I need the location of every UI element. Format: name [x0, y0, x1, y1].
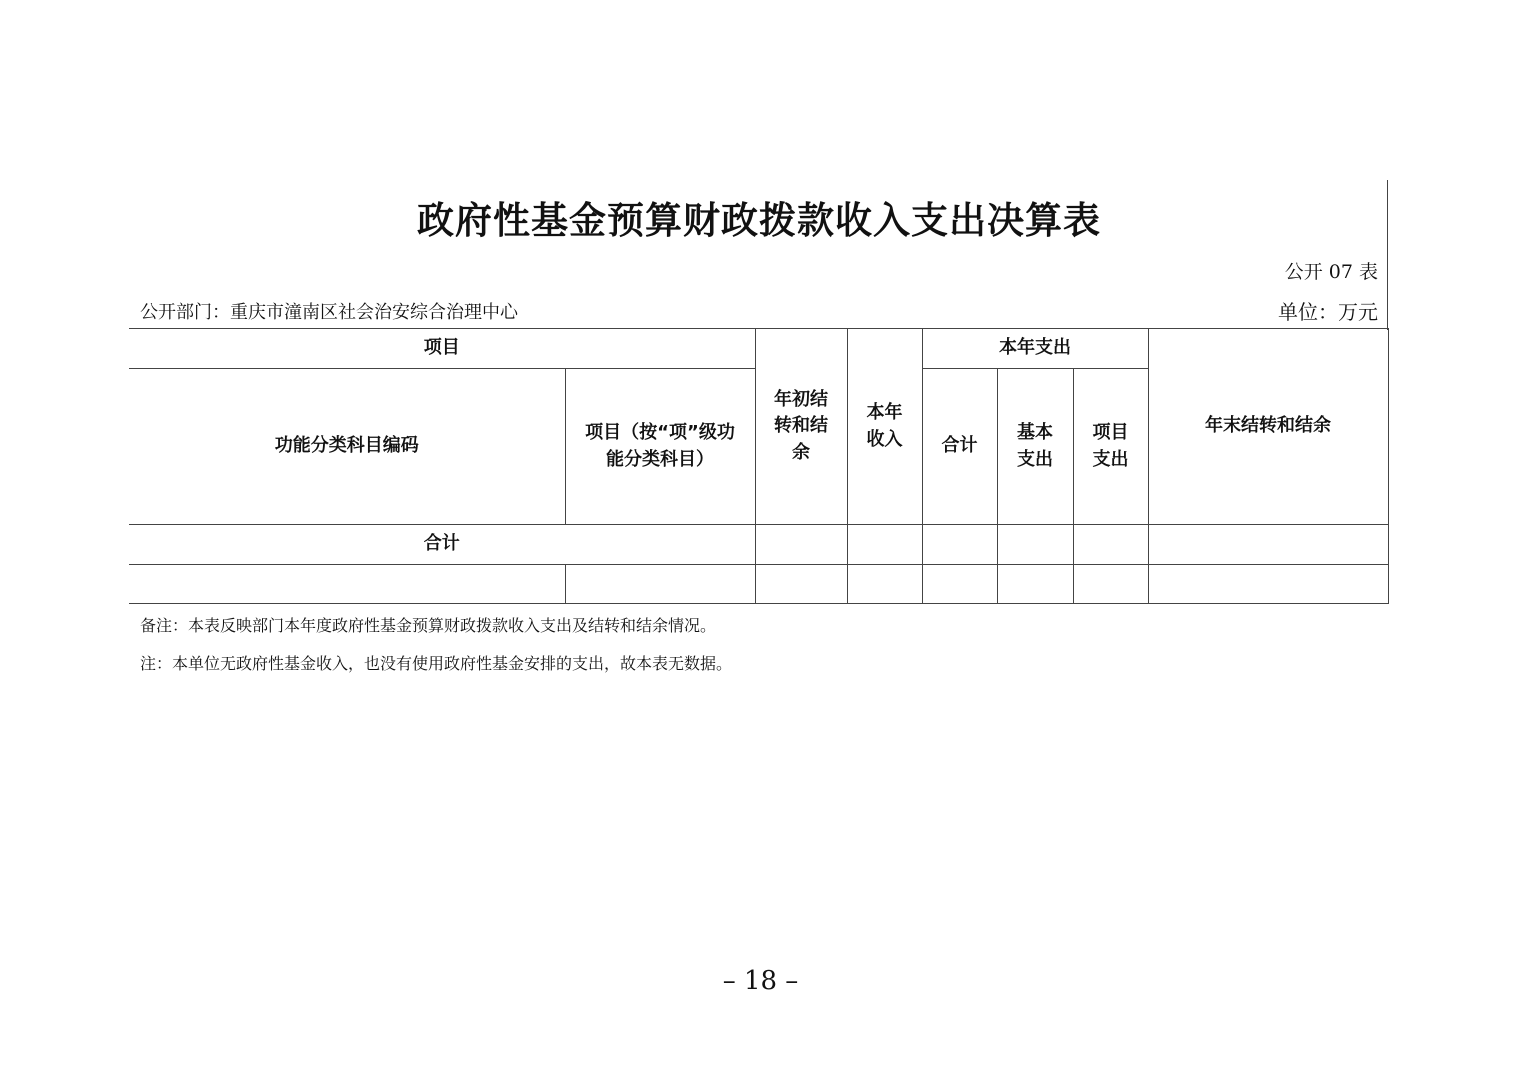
- header-project-expense: 项目支出: [1073, 369, 1148, 525]
- table-cell: [565, 565, 755, 604]
- table-cell: [1148, 565, 1388, 604]
- note-no-data: 注：本单位无政府性基金收入，也没有使用政府性基金安排的支出，故本表无数据。: [140, 654, 733, 673]
- unit-label: 单位：万元: [1278, 300, 1378, 324]
- total-label: 合计: [129, 525, 755, 565]
- page-title: 政府性基金预算财政拨款收入支出决算表: [417, 199, 1101, 242]
- table-number: 公开 07 表: [1284, 261, 1378, 283]
- table-cell: [847, 565, 922, 604]
- header-expense-total: 合计: [922, 369, 997, 525]
- table-cell: [755, 525, 847, 565]
- page-number: – 18 –: [722, 966, 799, 996]
- header-basic-expense: 基本支出: [997, 369, 1073, 525]
- table-cell: [1148, 525, 1388, 565]
- note-remark: 备注：本表反映部门本年度政府性基金预算财政拨款收入支出及结转和结余情况。: [140, 616, 717, 635]
- table-cell: [847, 525, 922, 565]
- table-cell: [997, 525, 1073, 565]
- table-cell: [755, 565, 847, 604]
- table-cell: [129, 565, 565, 604]
- header-current-expense: 本年支出: [922, 329, 1148, 369]
- header-project-name: 项目（按“项”级功能分类科目）: [565, 369, 755, 525]
- header-func-code: 功能分类科目编码: [129, 369, 565, 525]
- table-row-total: [129, 525, 1388, 565]
- header-end-balance: 年末结转和结余: [1148, 329, 1388, 525]
- table-cell: [922, 565, 997, 604]
- table-cell: [1073, 565, 1148, 604]
- header-current-income: 本年收入: [847, 329, 922, 525]
- header-start-balance: 年初结转和结余: [755, 329, 847, 525]
- header-project: 项目: [129, 329, 755, 369]
- table-row: [129, 565, 1388, 604]
- table-cell: [997, 565, 1073, 604]
- department-label: 公开部门：重庆市潼南区社会治安综合治理中心: [140, 302, 518, 323]
- table-cell: [922, 525, 997, 565]
- table-cell: [1073, 525, 1148, 565]
- budget-table: [129, 328, 1389, 604]
